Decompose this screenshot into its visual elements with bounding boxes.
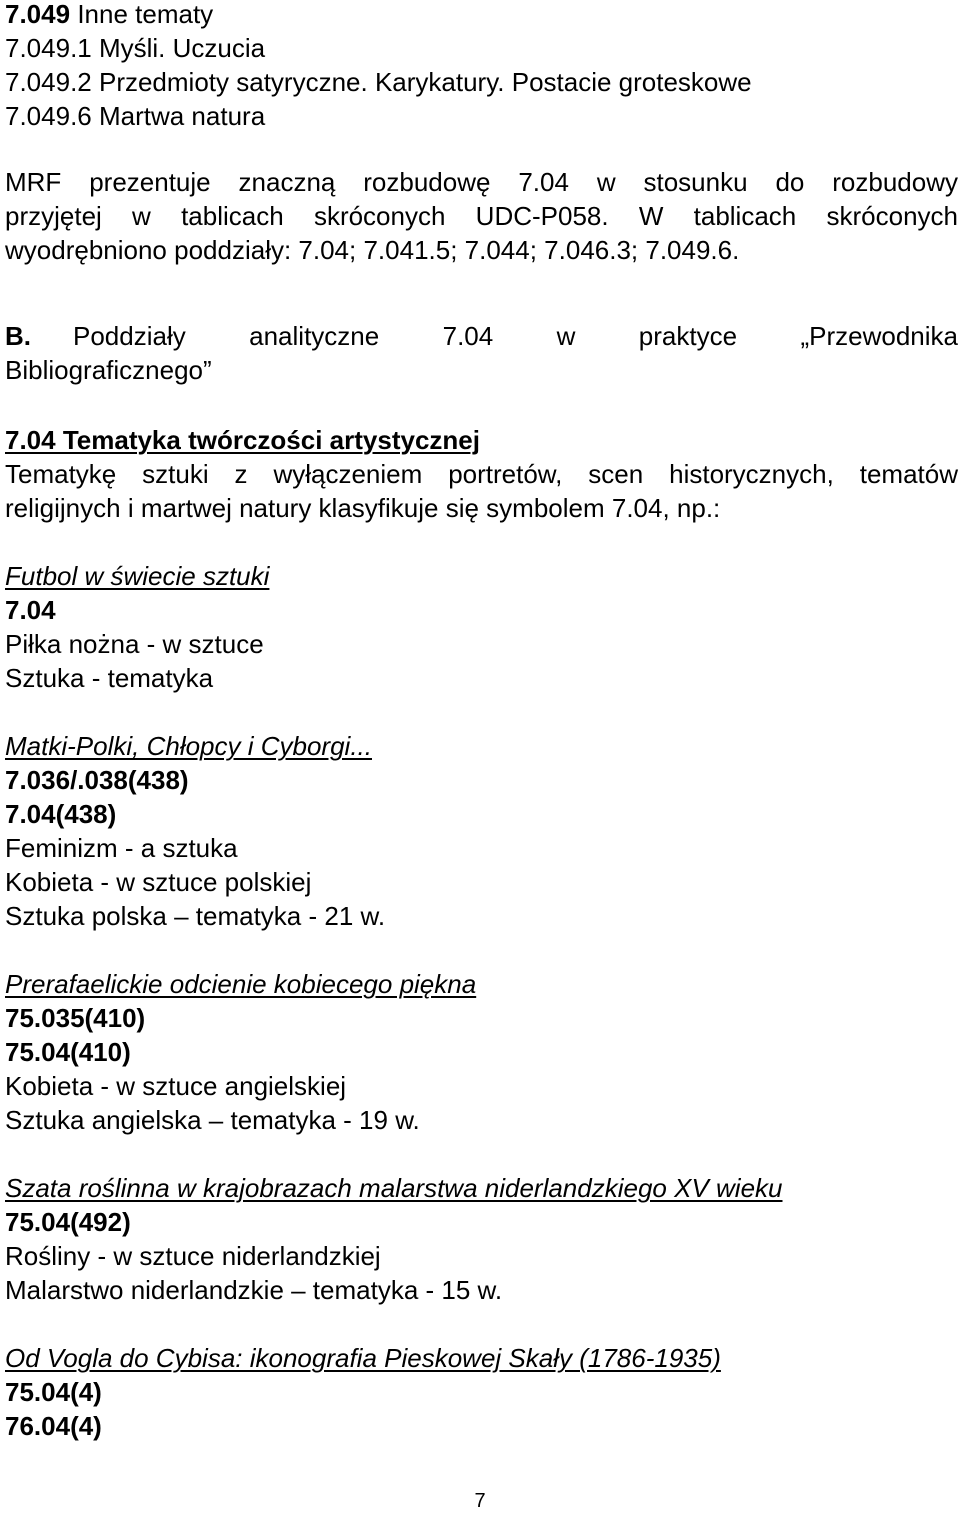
topics-heading xyxy=(5,0,958,31)
section-704-body-line: religijnych i martwej natury klasyfikuje się symbolem 7.04, np.: xyxy=(5,493,721,523)
example-subject: Malarstwo niderlandzkie – tematyka - 15 w. xyxy=(5,1275,503,1305)
example-subject: Kobieta - w sztuce angielskiej xyxy=(5,1071,347,1101)
example-entry xyxy=(5,729,958,933)
paragraph-line: przyjętej w tablicach skróconych UDC-P058. W tablicach skróconych xyxy=(5,201,958,231)
example-code: 75.035(410) xyxy=(5,1003,146,1033)
paragraph-line: MRF prezentuje znaczną rozbudowę 7.04 w stosunku do rozbudowy xyxy=(5,167,958,197)
topics-heading-code: 7.049 xyxy=(5,0,71,29)
example-subject: Sztuka angielska – tematyka - 19 w. xyxy=(5,1105,420,1135)
example-code: 7.04 xyxy=(5,595,56,625)
mrf-paragraph xyxy=(5,165,958,267)
example-subject: Rośliny - w sztuce niderlandzkiej xyxy=(5,1241,381,1271)
section-b-title-left xyxy=(5,319,31,353)
example-code: 7.04(438) xyxy=(5,799,117,829)
section-704-heading: 7.04 Tematyka twórczości artystycznej xyxy=(5,425,480,455)
example-title: Prerafaelickie odcienie kobiecego piękna xyxy=(5,969,477,999)
topics-heading-text: Inne tematy xyxy=(77,0,214,29)
paragraph-line: wyodrębniono poddziały: 7.04; 7.041.5; 7.044; 7.046.3; 7.049.6. xyxy=(5,235,740,265)
example-code: 76.04(4) xyxy=(5,1411,102,1441)
section-b-heading xyxy=(5,319,958,387)
example-title: Od Vogla do Cybisa: ikonografia Pieskowej Skały (1786-1935) xyxy=(5,1343,721,1373)
section-704 xyxy=(5,423,958,525)
example-entry xyxy=(5,967,958,1137)
example-subject: Kobieta - w sztuce polskiej xyxy=(5,867,312,897)
example-entry xyxy=(5,559,958,695)
example-title: Futbol w świecie sztuki xyxy=(5,561,270,591)
topics-section xyxy=(5,0,958,133)
example-code: 7.036/.038(438) xyxy=(5,765,189,795)
example-title: Matki-Polki, Chłopcy i Cyborgi... xyxy=(5,731,372,761)
page-number: 7 xyxy=(474,1490,486,1512)
section-704-body-line: Tematykę sztuki z wyłączeniem portretów, scen historycznych, tematów xyxy=(5,459,958,489)
section-b-label: B. xyxy=(5,321,31,351)
example-entry xyxy=(5,1341,958,1443)
example-subject: Sztuka polska – tematyka - 21 w. xyxy=(5,901,386,931)
example-subject: Piłka nożna - w sztuce xyxy=(5,629,264,659)
example-code: 75.04(492) xyxy=(5,1207,131,1237)
section-b-title-main: Poddziały analityczne 7.04 w praktyce „Przewodnika xyxy=(73,321,958,351)
example-subject: Feminizm - a sztuka xyxy=(5,833,238,863)
example-title: Szata roślinna w krajobrazach malarstwa niderlandzkiego XV wieku xyxy=(5,1173,783,1203)
section-b-title-line2: Bibliograficznego” xyxy=(5,355,212,385)
section-b-title-line xyxy=(5,319,958,353)
document-page xyxy=(5,0,958,1443)
example-code: 75.04(410) xyxy=(5,1037,131,1067)
topic-item: 7.049.6 Martwa natura xyxy=(5,101,266,131)
example-entry xyxy=(5,1171,958,1307)
example-code: 75.04(4) xyxy=(5,1377,102,1407)
example-subject: Sztuka - tematyka xyxy=(5,663,214,693)
topic-item: 7.049.2 Przedmioty satyryczne. Karykatury. Postacie groteskowe xyxy=(5,67,752,97)
topic-item: 7.049.1 Myśli. Uczucia xyxy=(5,33,266,63)
